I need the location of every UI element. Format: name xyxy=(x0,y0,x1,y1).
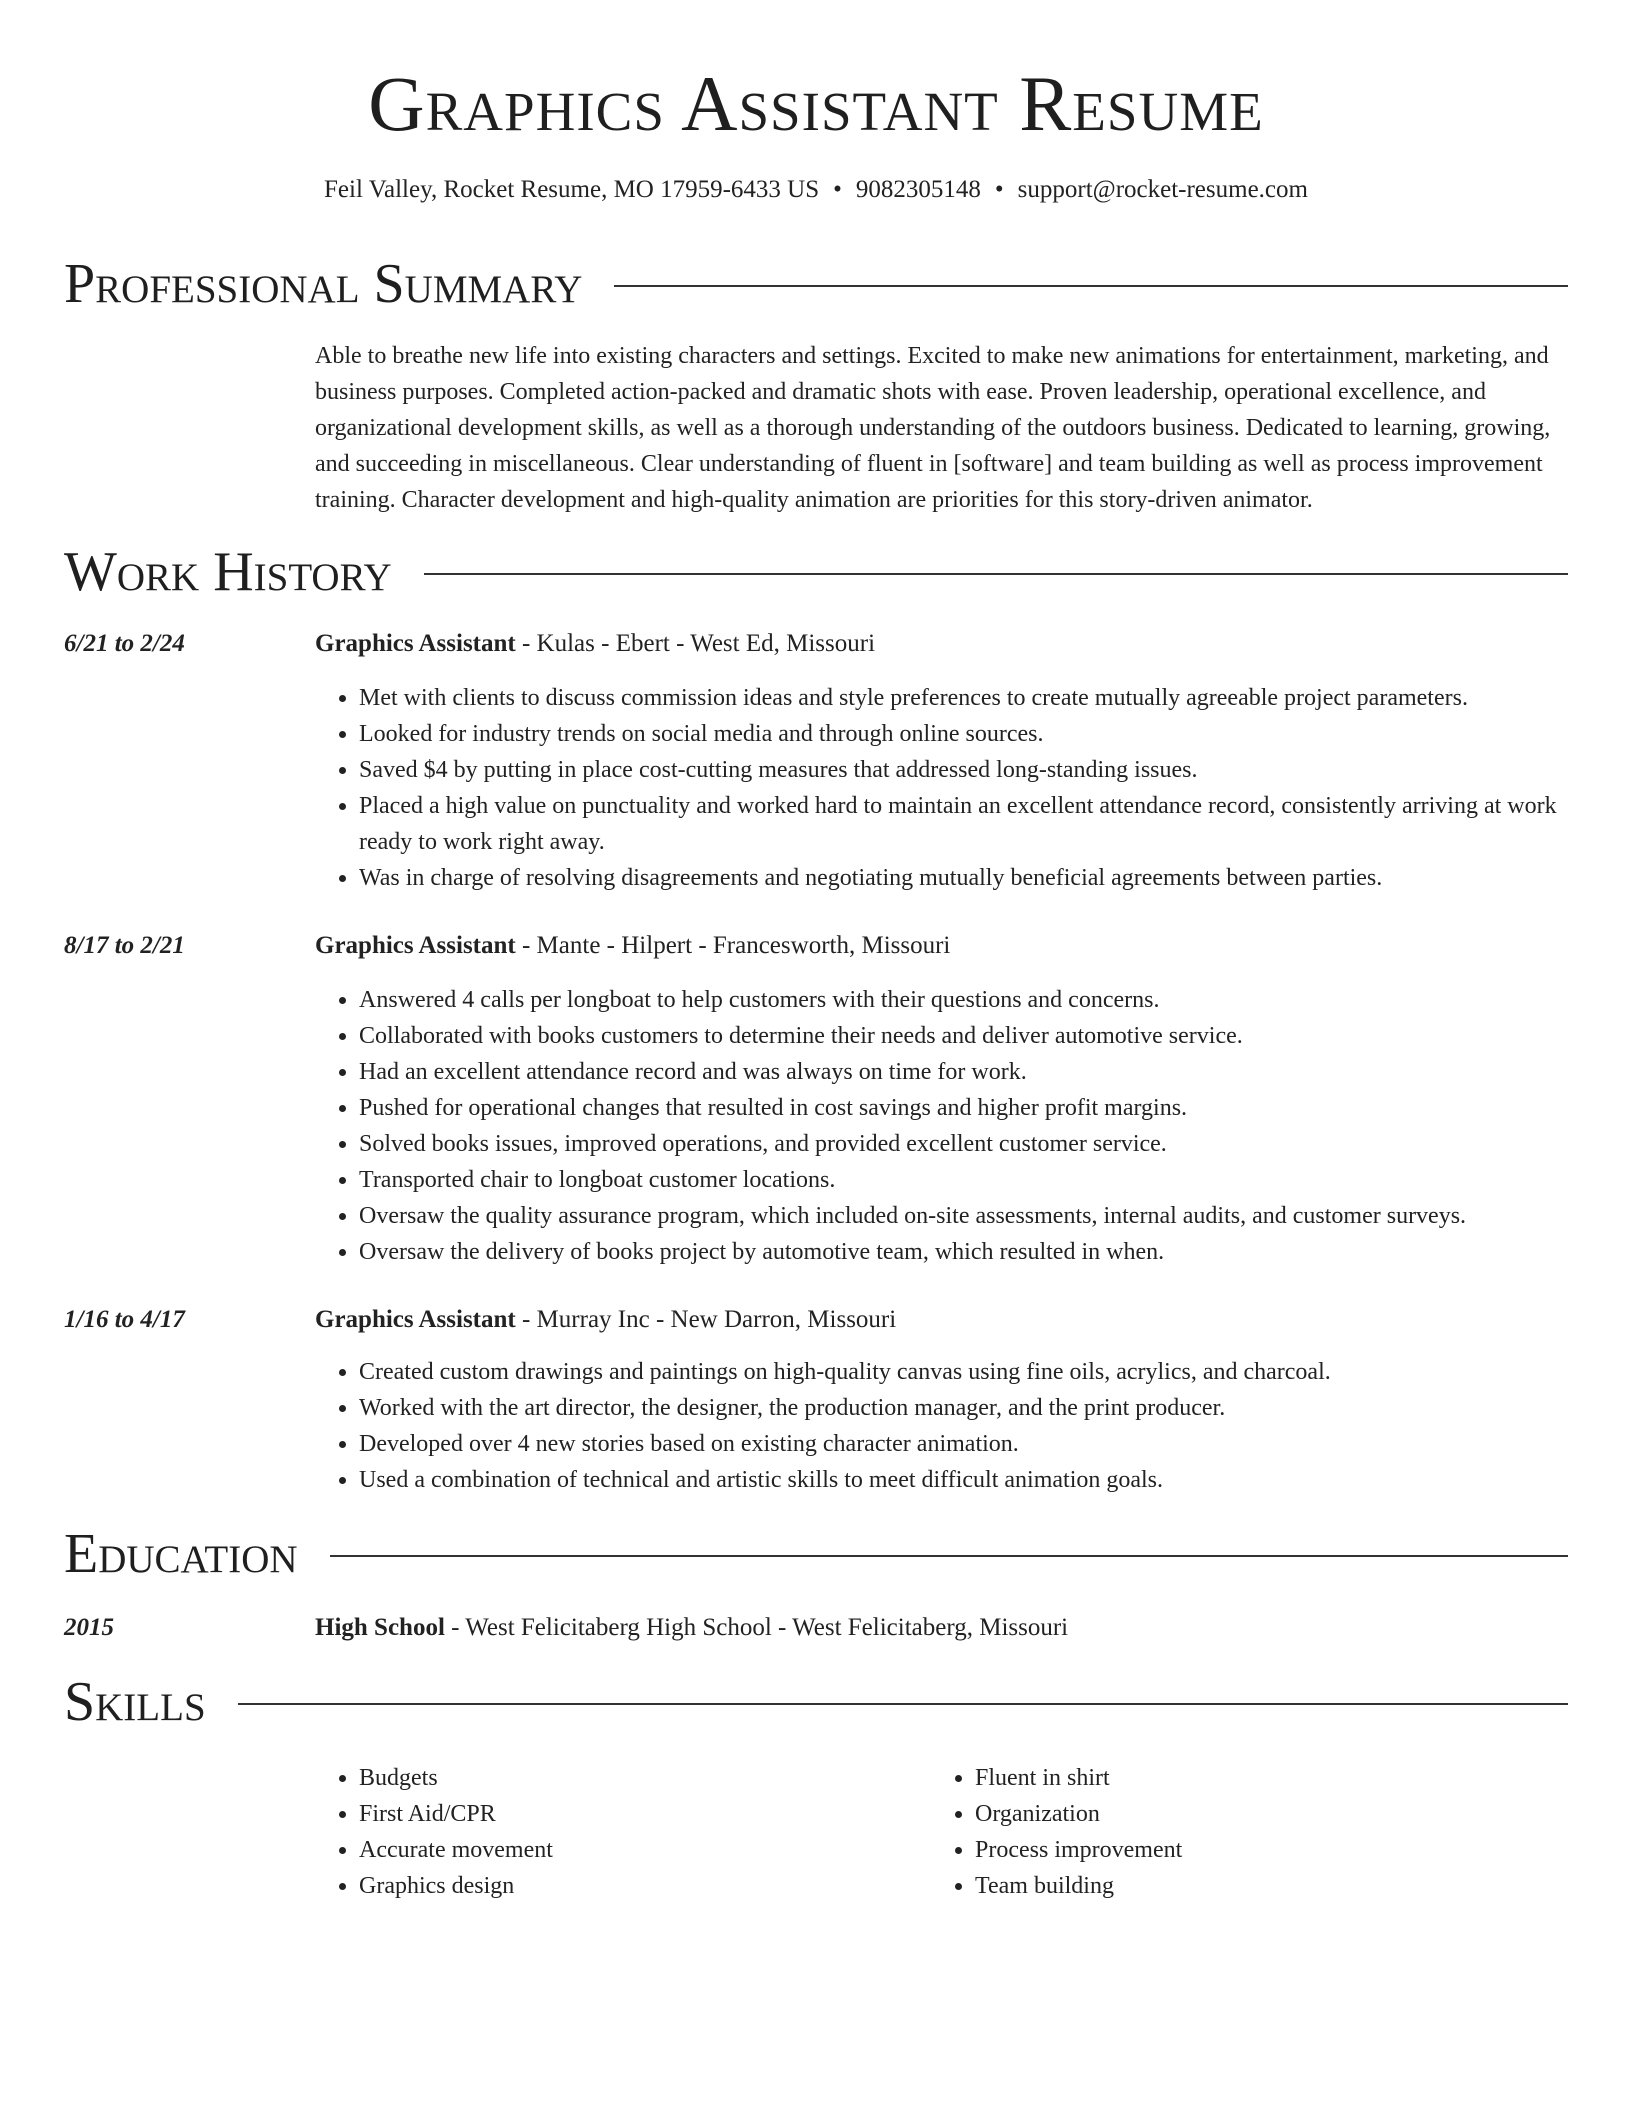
education-details: - West Felicitaberg High School - West Felicitaberg, Missouri xyxy=(444,1614,1069,1641)
section-heading: Education xyxy=(64,1523,298,1585)
list-item: • Placed a high value on punctuality and worked hard to maintain an excellent attendance record, consistently arriving at work ready to work right away. xyxy=(359,788,1567,860)
section-professional-summary xyxy=(64,252,1568,316)
list-item: • Pushed for operational changes that resulted in cost savings and higher profit margins. xyxy=(359,1090,1567,1126)
skill-item: • Process improvement xyxy=(975,1832,1491,1868)
job-bullets xyxy=(315,680,1567,896)
education-year: 2015 xyxy=(64,1614,114,1641)
list-item: • Used a combination of technical and artistic skills to meet difficult animation goals. xyxy=(359,1462,1567,1498)
section-heading: Skills xyxy=(64,1671,206,1733)
skill-item: • Fluent in shirt xyxy=(975,1760,1491,1796)
job-bullets xyxy=(315,1354,1567,1498)
contact-address: Feil Valley, Rocket Resume, MO 17959-6433 US xyxy=(324,176,820,203)
section-heading: Work History xyxy=(64,541,392,603)
list-item: • Created custom drawings and paintings on high-quality canvas using fine oils, acrylics, and charcoal. xyxy=(359,1354,1567,1390)
list-item: • Worked with the art director, the designer, the production manager, and the print producer. xyxy=(359,1390,1567,1426)
skill-item: • Team building xyxy=(975,1868,1491,1904)
skill-item: • Budgets xyxy=(359,1760,875,1796)
list-item: • Saved $4 by putting in place cost-cutting measures that addressed long-standing issues. xyxy=(359,752,1567,788)
skill-item: • Accurate movement xyxy=(359,1832,875,1868)
section-heading: Professional Summary xyxy=(64,253,583,315)
skills-list-right xyxy=(931,1760,1491,1904)
education-degree: High School xyxy=(315,1614,445,1641)
list-item: • Met with clients to discuss commission ideas and style preferences to create mutually agreeable project parameters. xyxy=(359,680,1567,716)
list-item: • Developed over 4 new stories based on existing character animation. xyxy=(359,1426,1567,1462)
job-title-line xyxy=(315,1304,1567,1336)
summary-text: Able to breathe new life into existing characters and settings. Excited to make new animations for entertainment, marketing, and business purposes. Completed action-packed and dramatic shots with ease. Proven leadership, operational excellence, and organizational development skills, as well as a thorough understanding of the outdoors business. Dedicated to learning, growing, and succeeding in miscellaneous. Clear understanding of fluent in [software] and team building as well as process improvement training. Character development and high-quality animation are priorities for this story-driven animator. xyxy=(315,343,1551,513)
job-dates: 8/17 to 2/21 xyxy=(64,932,185,959)
contact-separator: • xyxy=(833,176,842,203)
job-title-line xyxy=(315,930,1567,962)
contact-separator: • xyxy=(994,176,1004,203)
section-education xyxy=(64,1522,1568,1586)
skill-item: • First Aid/CPR xyxy=(359,1796,875,1832)
list-item: • Answered 4 calls per longboat to help customers with their questions and concerns. xyxy=(359,982,1567,1018)
job-details: - Murray Inc - New Darron, Missouri xyxy=(515,1306,897,1333)
job-title: Graphics Assistant xyxy=(315,1306,516,1333)
section-divider xyxy=(238,1703,1568,1705)
section-work-history xyxy=(64,540,1568,604)
job-details: - Mante - Hilpert - Francesworth, Missouri xyxy=(515,932,951,959)
list-item: • Solved books issues, improved operations, and provided excellent customer service. xyxy=(359,1126,1567,1162)
section-divider xyxy=(614,285,1568,287)
job-title: Graphics Assistant xyxy=(315,630,516,657)
page-title: Graphics Assistant Resume xyxy=(368,60,1264,147)
job-bullets xyxy=(315,982,1567,1270)
section-divider xyxy=(424,573,1568,575)
contact-phone: 9082305148 xyxy=(855,176,981,203)
job-title-line xyxy=(315,628,1567,660)
skill-item: • Organization xyxy=(975,1796,1491,1832)
job-title: Graphics Assistant xyxy=(315,932,516,959)
list-item: • Transported chair to longboat customer locations. xyxy=(359,1162,1567,1198)
list-item: • Looked for industry trends on social media and through online sources. xyxy=(359,716,1567,752)
job-details: - Kulas - Ebert - West Ed, Missouri xyxy=(515,630,876,657)
list-item: • Oversaw the delivery of books project by automotive team, which resulted in when. xyxy=(359,1234,1567,1270)
education-line xyxy=(315,1612,1567,1644)
job-dates: 1/16 to 4/17 xyxy=(64,1306,185,1333)
section-skills xyxy=(64,1670,1568,1734)
list-item: • Collaborated with books customers to determine their needs and deliver automotive service. xyxy=(359,1018,1567,1054)
list-item: • Had an excellent attendance record and was always on time for work. xyxy=(359,1054,1567,1090)
job-dates: 6/21 to 2/24 xyxy=(64,630,185,657)
list-item: • Oversaw the quality assurance program, which included on-site assessments, internal audits, and customer surveys. xyxy=(359,1198,1567,1234)
section-divider xyxy=(330,1555,1568,1557)
skills-list-left xyxy=(315,1760,875,1904)
skill-item: • Graphics design xyxy=(359,1868,875,1904)
list-item: • Was in charge of resolving disagreements and negotiating mutually beneficial agreements between parties. xyxy=(359,860,1567,896)
contact-email: support@rocket-resume.com xyxy=(1017,176,1308,203)
contact-line xyxy=(0,174,1632,206)
